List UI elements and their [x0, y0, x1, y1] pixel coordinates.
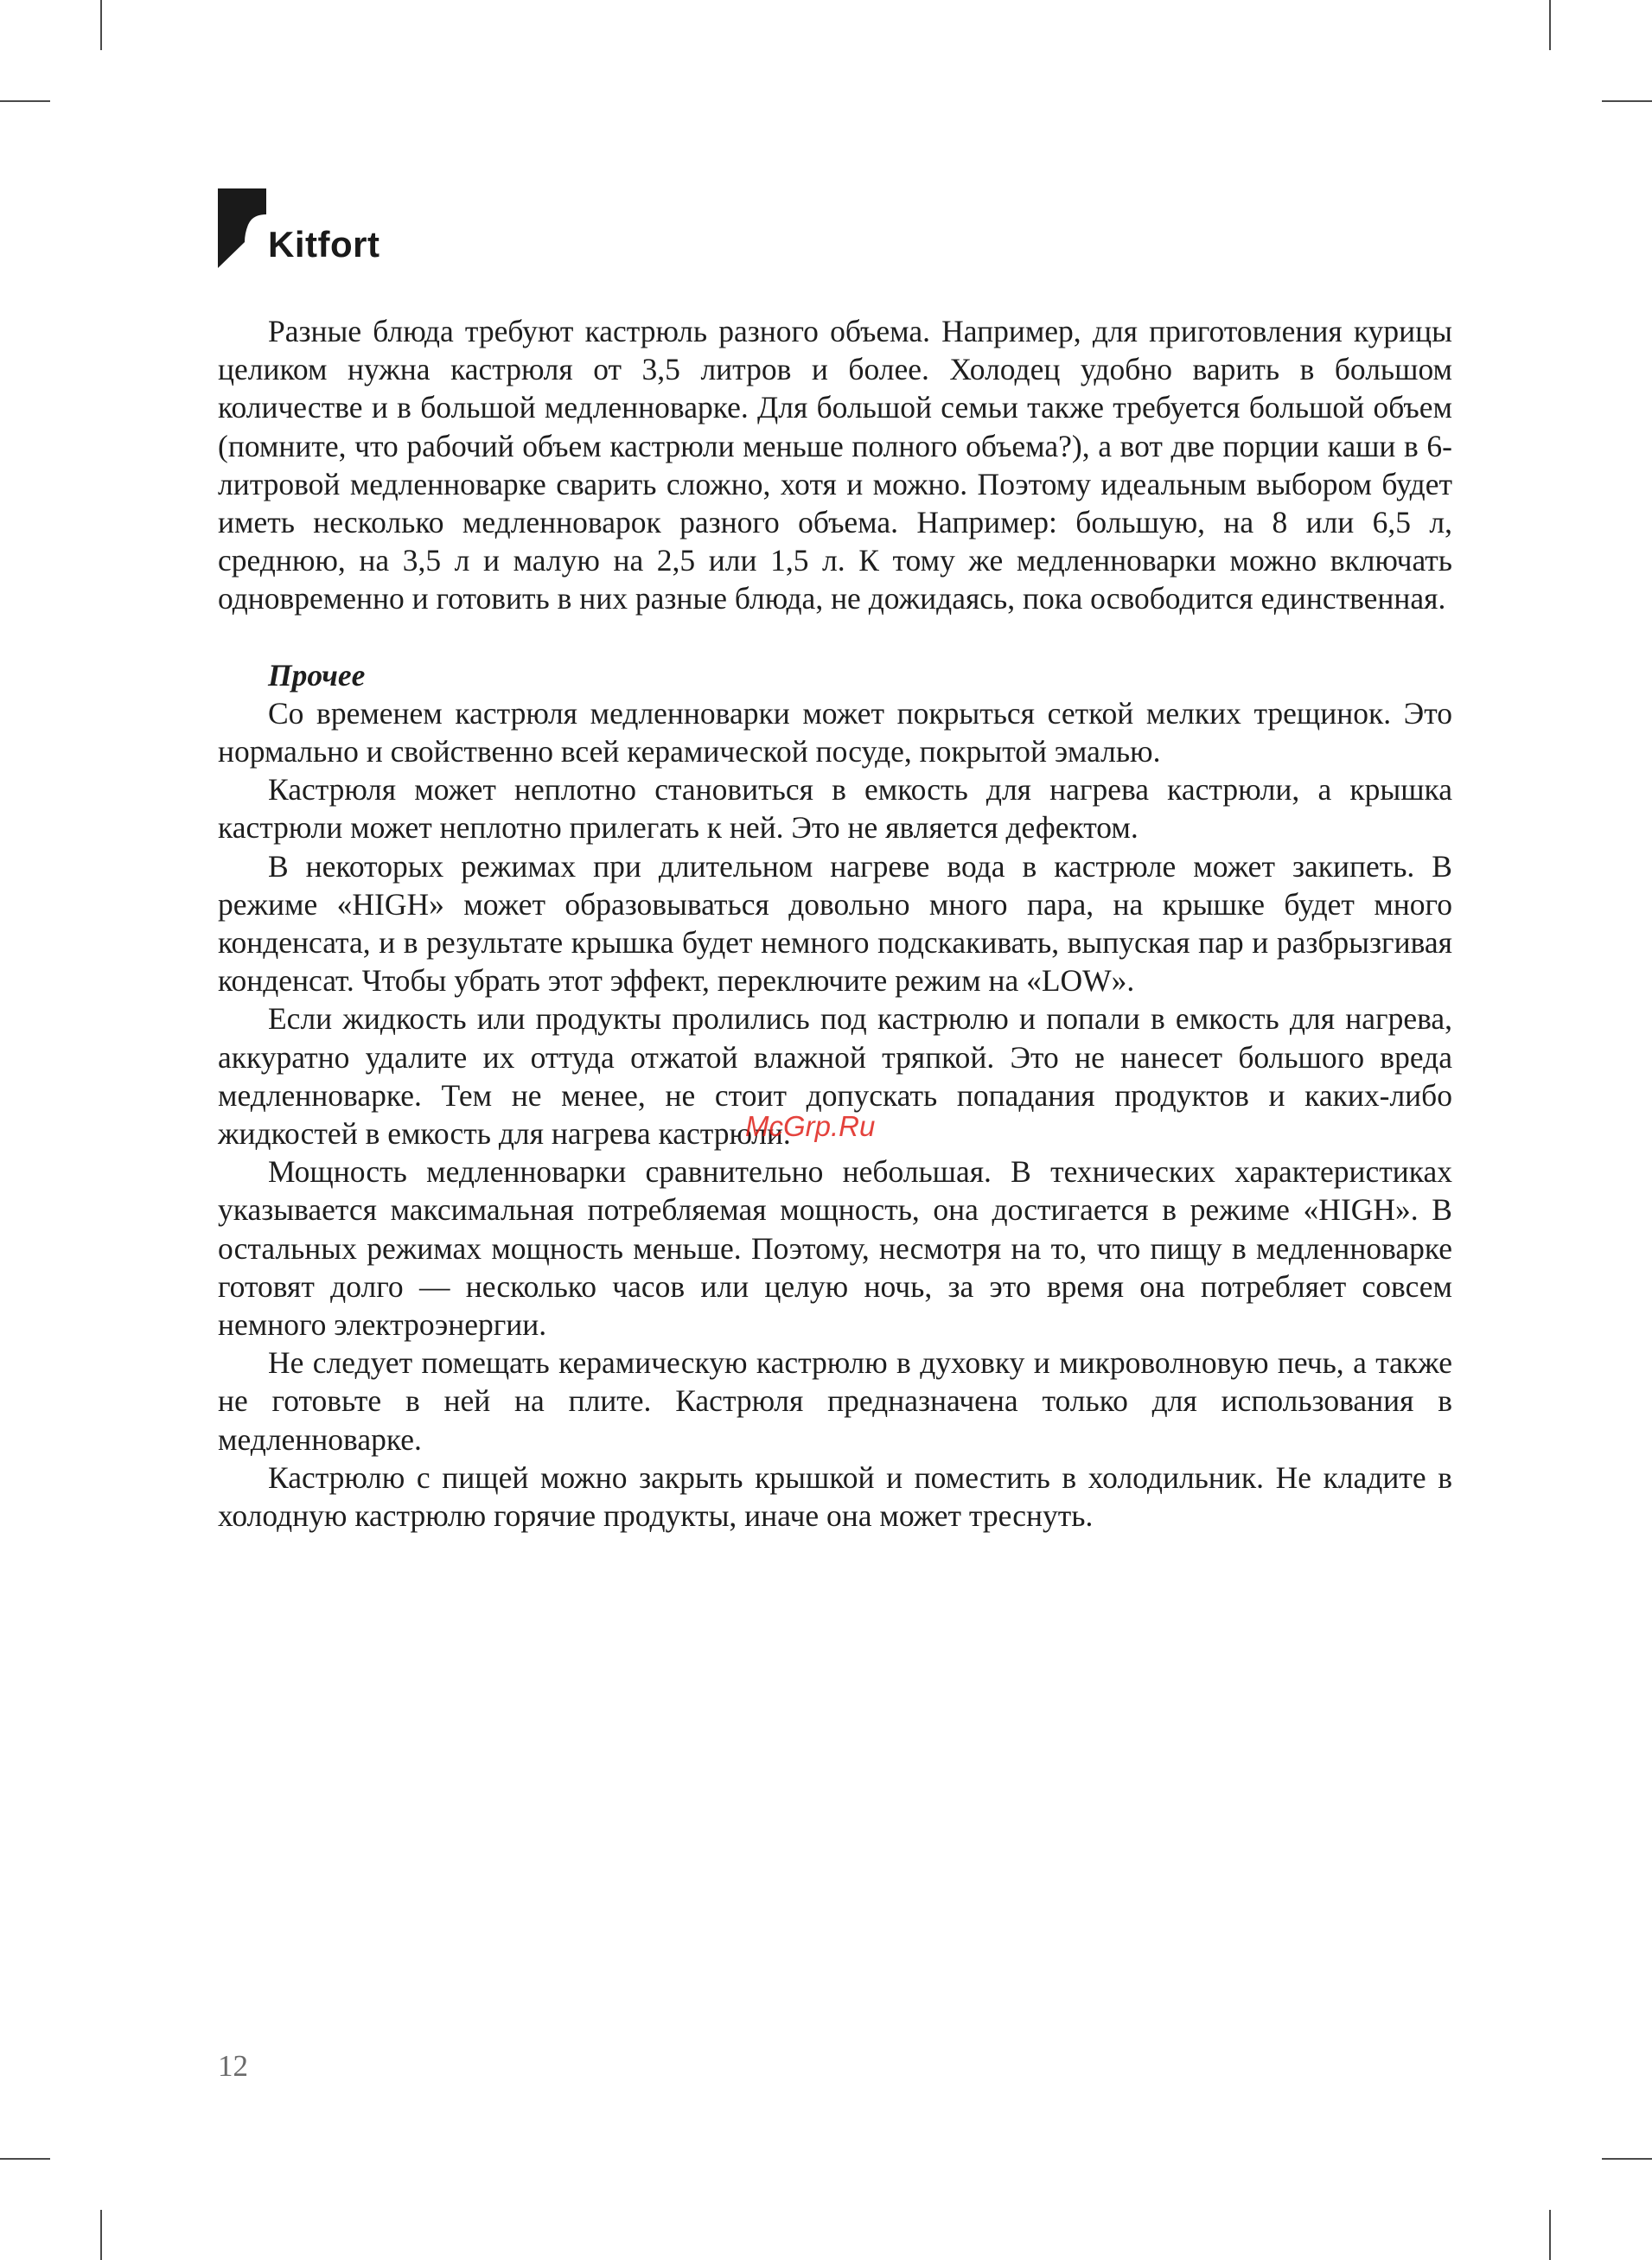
brand-name: Kitfort: [268, 224, 380, 265]
watermark: McGrp.Ru: [745, 1110, 876, 1142]
paragraph-spills: Если жидкость или продукты пролились под кастрюлю и попали в емкость для нагрева, аккуратно удалите их оттуда отжатой влажной тряпкой. Это не нанесет большого вреда медленноварке. Тем не менее, не стоит допускать попадания продуктов и каких-либо жидкостей в емкость для нагрева кастрюли.: [218, 1001, 1452, 1152]
section-heading: Прочее: [268, 657, 366, 693]
paragraph-oven: Не следует помещать керамическую кастрюлю в духовку и микроволновую печь, а также не готовьте в ней на плите. Кастрюля предназначена только для использования в медленноварке.: [218, 1345, 1452, 1457]
crop-mark: [0, 100, 50, 102]
paragraph-volume: Разные блюда требуют кастрюль разного объема. Например, для приготовления курицы целиком нужна кастрюля от 3,5 литров и более. Холодец удобно варить в большом количестве и в большой медленноварке. Для большой семьи также требуется большой объем (помните, что рабочий объем кастрюли меньше полного объема?), а вот две порции каши в 6-литровой медленноварке сварить сложно, хотя и можно. Поэтому идеальным выбором будет иметь несколько медленноварок разного объема. Например: большую, на 8 или 6,5 л, среднюю, на 3,5 л и малую на 2,5 или 1,5 л. К тому же медленноварки можно включать одновременно и готовить в них разные блюда, не дожидаясь, пока освободится единственная.: [218, 314, 1452, 616]
crop-mark: [1602, 2158, 1652, 2160]
crop-mark: [1549, 0, 1551, 50]
paragraph-boiling: В некоторых режимах при длительном нагреве вода в кастрюле может закипеть. В режиме «HIGH» может образовываться довольно много пара, на крышке будет много конденсата, и в результате крышка будет немного подскакивать, выпуская пар и разбрызгивая конденсат. Чтобы убрать этот эффект, переключите режим на «LOW».: [218, 848, 1452, 999]
paragraph-cracks: Со временем кастрюля медленноварки может покрыться сеткой мелких трещинок. Это нормально и свойственно всей керамической посуде, покрытой эмалью.: [218, 695, 1452, 769]
crop-mark: [100, 2210, 102, 2260]
page-number: 12: [218, 2049, 248, 2083]
document-body: [218, 312, 1452, 1535]
kitfort-logo: [218, 188, 391, 268]
paragraph-power: Мощность медленноварки сравнительно небольшая. В технических характеристиках указывается максимальная потребляемая мощность, она достигается в режиме «HIGH». В остальных режимах мощность меньше. Поэтому, несмотря на то, что пищу в медленноварке готовят долго — несколько часов или целую ночь, за это время она потребляет совсем немного электроэнергии.: [218, 1154, 1452, 1343]
crop-mark: [100, 0, 102, 50]
crop-mark: [0, 2158, 50, 2160]
crop-mark: [1549, 2210, 1551, 2260]
crop-mark: [1602, 100, 1652, 102]
paragraph-fit: Кастрюля может неплотно становиться в емкость для нагрева кастрюли, а крышка кастрюли может неплотно прилегать к ней. Это не является дефектом.: [218, 772, 1452, 846]
paragraph-fridge: Кастрюлю с пищей можно закрыть крышкой и поместить в холодильник. Не кладите в холодную кастрюлю горячие продукты, иначе она может треснуть.: [218, 1459, 1452, 1534]
kitfort-logo-icon: [218, 188, 266, 268]
